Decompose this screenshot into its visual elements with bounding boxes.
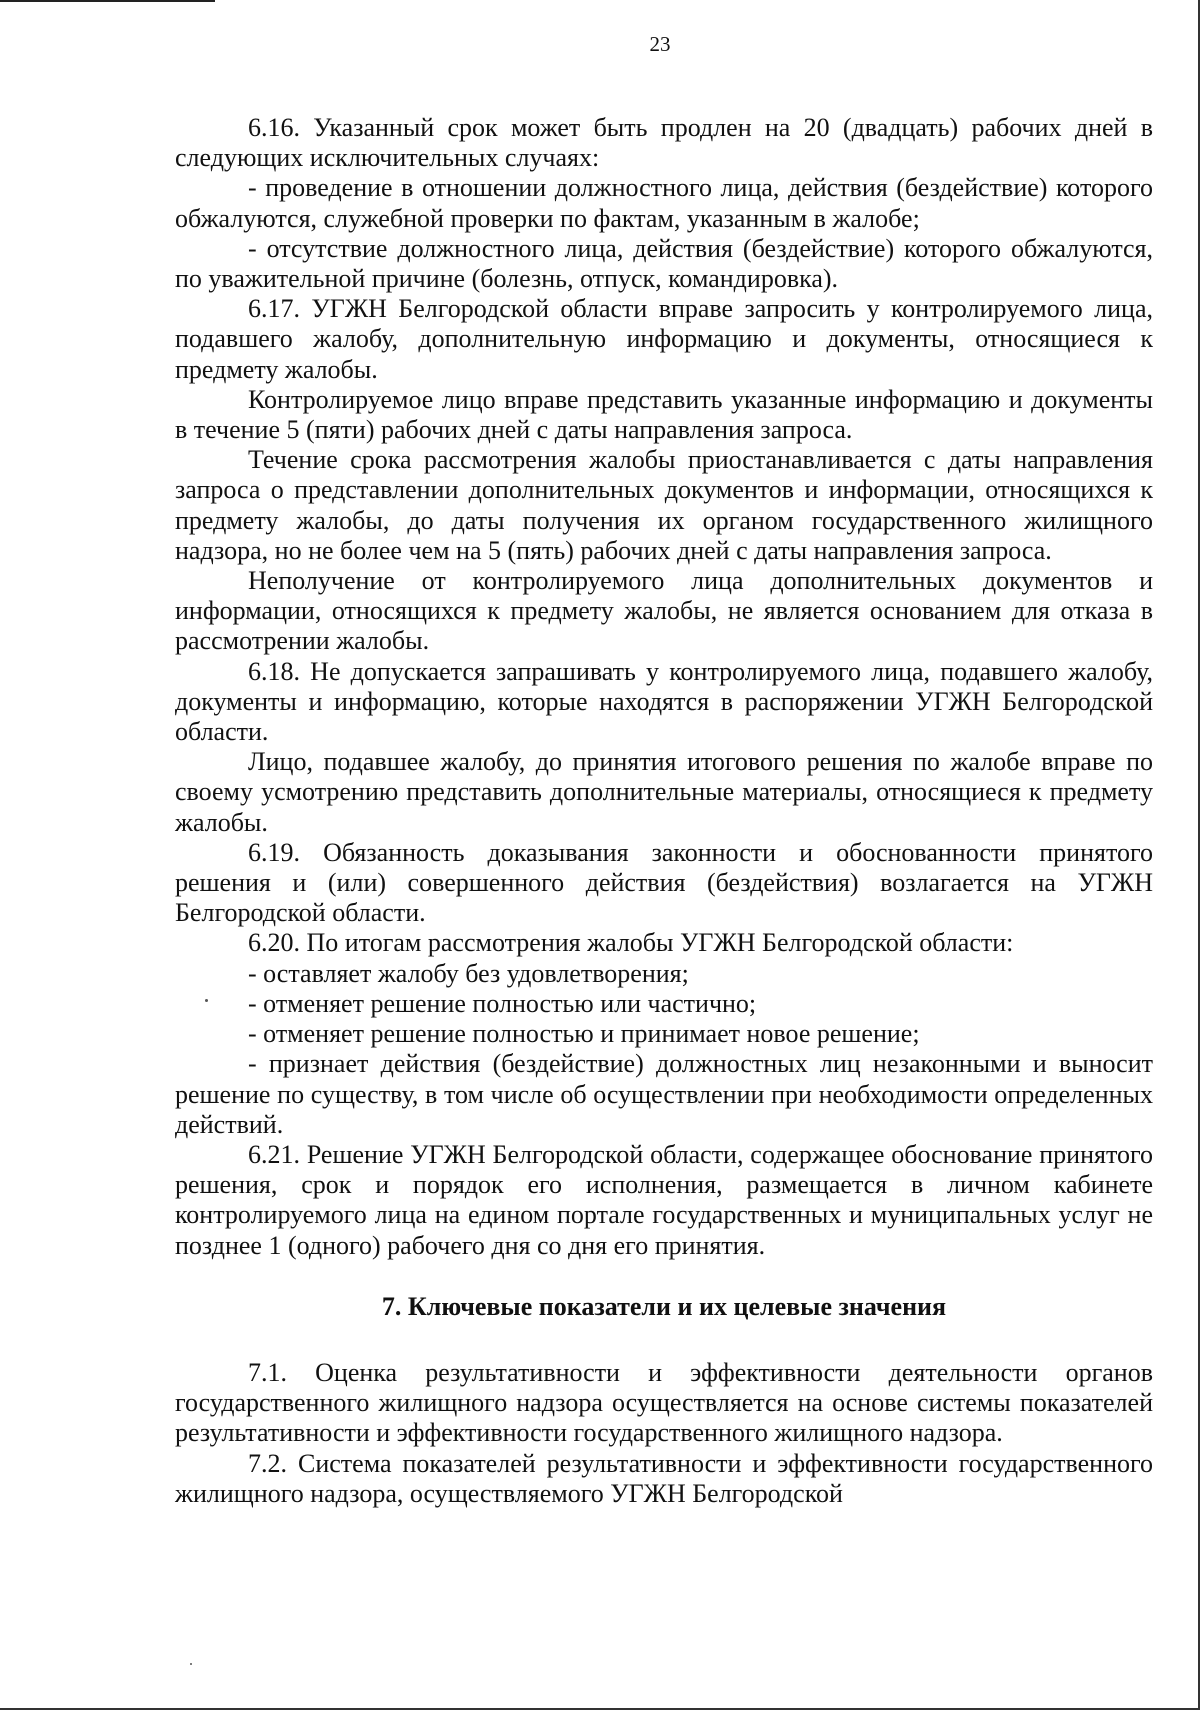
scan-speck (190, 1663, 192, 1665)
paragraph: 7.2. Система показателей результативности и эффективности государственного жилищного надзора, осуществляемого УГЖН Белгородской (175, 1448, 1153, 1508)
paragraph: Лицо, подавшее жалобу, до принятия итогового решения по жалобе вправе по своему усмотрению представить дополнительные материалы, относящиеся к предмету жалобы. (175, 747, 1153, 837)
paragraph: 7.1. Оценка результативности и эффективности деятельности органов государственного жилищного надзора осуществляется на основе системы показателей результативности и эффективности государственного жилищного надзора. (175, 1357, 1153, 1448)
list-item: - признает действия (бездействие) должностных лиц незаконными и выносит решение по существу, в том числе об осуществлении при необходимости определенных действий. (175, 1049, 1153, 1139)
paragraph: 6.21. Решение УГЖН Белгородской области, содержащее обоснование принятого решения, срок и порядок его исполнения, размещается в личном кабинете контролируемого лица на едином портале государственных и муниципальных услуг не позднее 1 (одного) рабочего дня со дня его принятия. (175, 1139, 1153, 1260)
page-number: 23 (649, 32, 671, 56)
paragraph: 6.19. Обязанность доказывания законности и обоснованности принятого решения и (или) совершенного действия (бездействия) возлагается на УГЖН Белгородской области. (175, 837, 1153, 928)
paragraphs-after (175, 1358, 1153, 1509)
paragraph: Неполучение от контролируемого лица дополнительных документов и информации, относящихся к предмету жалобы, не является основанием для отказа в рассмотрении жалобы. (175, 566, 1153, 656)
list-item: - оставляет жалобу без удовлетворения; (248, 958, 689, 988)
list-item: - отменяет решение полностью или частично; (248, 988, 757, 1018)
paragraph: - проведение в отношении должностного лица, действия (бездействие) которого обжалуются, служебной проверки по фактам, указанным в жалобе; (175, 173, 1153, 233)
paragraphs-before (175, 113, 1153, 1261)
paragraph: - отсутствие должностного лица, действия (бездействие) которого обжалуются, по уважительной причине (болезнь, отпуск, командировка). (175, 233, 1153, 294)
paragraph: Течение срока рассмотрения жалобы приостанавливается с даты направления запроса о представлении дополнительных документов и информации, относящихся к предмету жалобы, до даты получения их органом государственного жилищного надзора, но не более чем на 5 (пять) рабочих дней с даты направления запроса. (175, 445, 1153, 565)
paragraph: 6.16. Указанный срок может быть продлен на 20 (двадцать) рабочих дней в следующих исключительных случаях: (175, 113, 1153, 173)
paragraph: 6.20. По итогам рассмотрения жалобы УГЖН Белгородской области: (248, 928, 1014, 958)
document-body (175, 113, 1153, 1509)
list-item: - отменяет решение полностью и принимает новое решение; (248, 1019, 920, 1049)
scan-edge-top (0, 0, 215, 2)
paragraph: 6.17. УГЖН Белгородской области вправе запросить у контролируемого лица, подавшего жалобу, дополнительную информацию и документы, относящиеся к предмету жалобы. (175, 294, 1153, 384)
paragraph: 6.18. Не допускается запрашивать у контролируемого лица, подавшего жалобу, документы и информацию, которые находятся в распоряжении УГЖН Белгородской области. (175, 656, 1153, 747)
paragraph: Контролируемое лицо вправе представить указанные информацию и документы в течение 5 (пяти) рабочих дней с даты направления запроса. (175, 384, 1153, 445)
section-heading: 7. Ключевые показатели и их целевые значения (381, 1291, 947, 1321)
